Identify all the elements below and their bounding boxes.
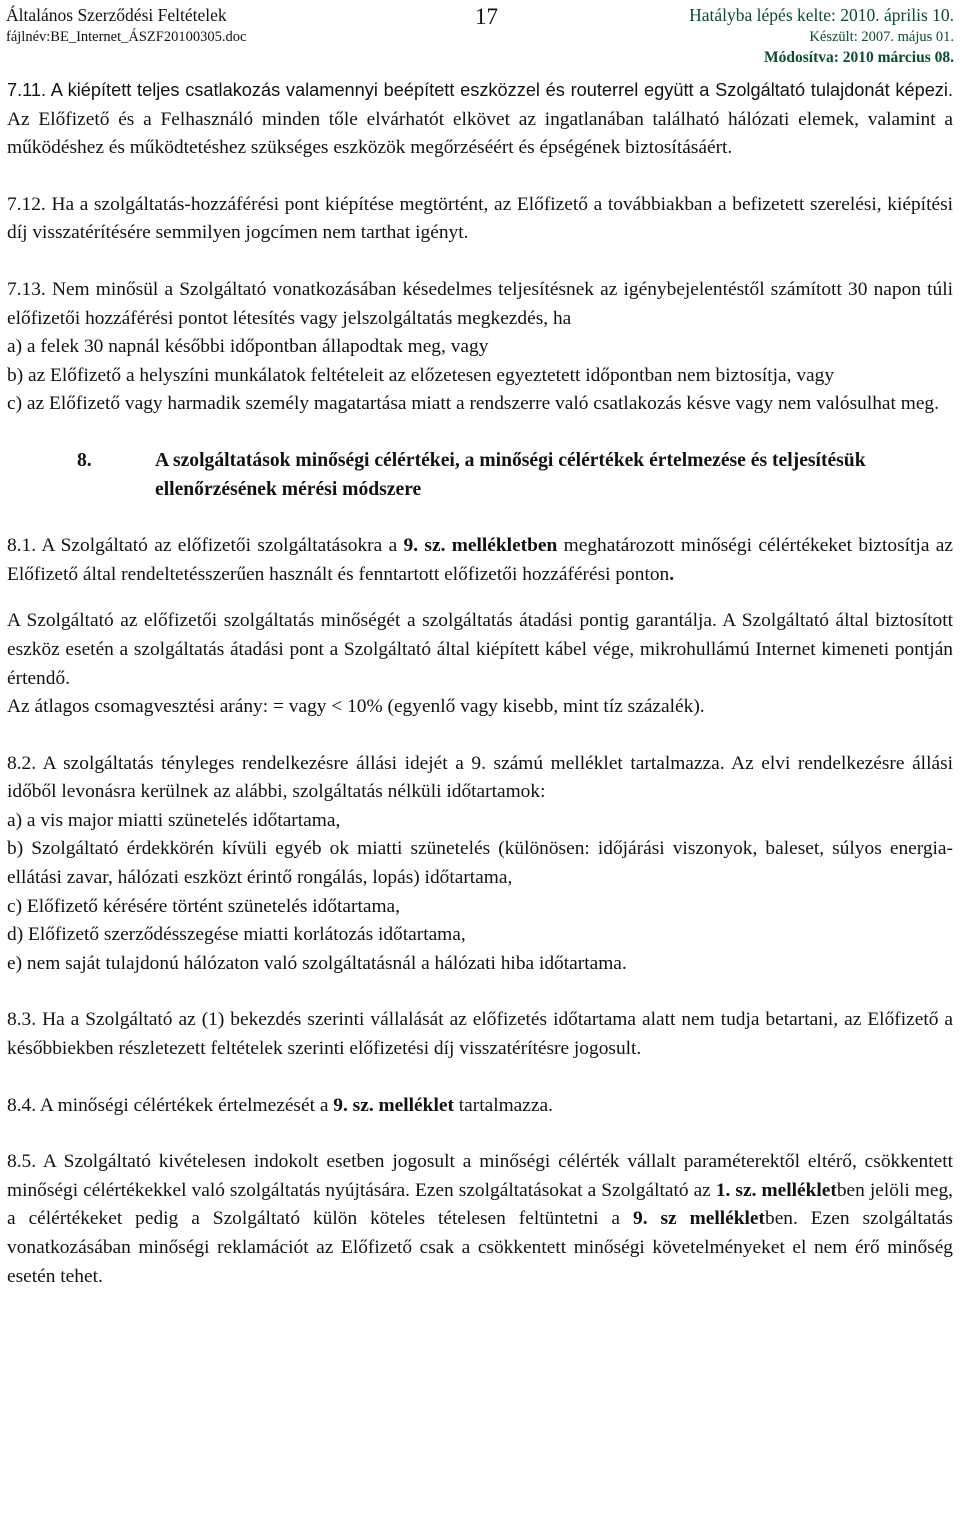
text-8-5-bold-2: 9. sz melléklet xyxy=(633,1208,765,1230)
page-header xyxy=(6,0,954,70)
list-item-7-13-b: b) az Előfizető a helyszíni munkálatok feltételeit az előzetesen egyeztetett időpontban nem biztosítja, vagy xyxy=(7,364,835,386)
list-item-8-2-a: a) a vis major miatti szünetelés időtartama, xyxy=(7,809,341,831)
text-8-4-a: 8.4. A minőségi célértékek értelmezését a xyxy=(7,1094,334,1116)
list-item-7-13-a: a) a felek 30 napnál későbbi időpontban állapodtak meg, vagy xyxy=(7,336,489,358)
file-name: fájlnév:BE_Internet_ÁSZF20100305.doc xyxy=(6,29,247,45)
list-item-8-2-e: e) nem saját tulajdonú hálózaton való szolgáltatásnál a hálózati hiba időtartama. xyxy=(7,952,627,974)
text-7-11-part1: 7.11. A kiépített teljes csatlakozás valamennyi beépített eszközzel és routerrel együtt a Szolgáltató tulajdonát képezi. xyxy=(7,80,953,100)
paragraph-8-2: 8.2. A szolgáltatás tényleges rendelkezésre állási idejét a 9. számú melléklet tartalmazza. Az elvi rendelkezésre állási időből levonásra kerülnek az alábbi, szolgáltatás nélküli időtartamok: xyxy=(7,752,953,803)
section-8-heading xyxy=(7,447,953,504)
paragraph-7-12: 7.12. Ha a szolgáltatás-hozzáférési pont kiépítése megtörtént, az Előfizető a továbbiakban a befizetett szerelési, kiépítési díj visszatérítésére semmilyen jogcímen nem tarthat igényt. xyxy=(7,193,953,244)
effective-date: Hatályba lépés kelte: 2010. április 10. xyxy=(689,5,954,25)
text-8-1-a: 8.1. A Szolgáltató az előfizetői szolgáltatásokra a xyxy=(7,535,404,557)
list-item-8-2-d: d) Előfizető szerződésszegése miatti korlátozás időtartama, xyxy=(7,924,466,946)
text-8-4-b: tartalmazza. xyxy=(453,1094,553,1116)
text-8-5-bold-1: 1. sz. melléklet xyxy=(715,1179,837,1201)
paragraph-8-5 xyxy=(7,1148,953,1291)
text-8-4-bold: 9. sz. melléklet xyxy=(333,1094,454,1116)
list-item-7-13-c: c) az Előfizető vagy harmadik személy magatartása miatt a rendszerre való csatlakozás késve vagy nem valósulhat meg. xyxy=(7,393,939,415)
section-8-title: A szolgáltatások minőségi célértékei, a minőségi célértékek értelmezése és teljesítésük ellenőrzésének mérési módszere xyxy=(155,449,866,500)
paragraph-7-13: 7.13. Nem minősül a Szolgáltató vonatkozásában késedelmes teljesítésnek az igénybejelentéstől számított 30 napon túli előfizetői hozzáférési pontot létesítés vagy jelszolgáltatás megkezdés, ha xyxy=(7,278,953,329)
paragraph-8-1-guarantee: A Szolgáltató az előfizetői szolgáltatás minőségét a szolgáltatás átadási pontig garantálja. A Szolgáltató által biztosított eszköz esetén a szolgáltatás átadási pont a Szolgáltató által kiépített kábel vége, mikrohullámú Internet kimeneti pontján értendő. xyxy=(7,610,953,689)
modified-date: Módosítva: 2010 március 08. xyxy=(763,49,954,66)
list-item-8-2-b: b) Szolgáltató érdekkörén kívüli egyéb ok miatti szünetelés (különösen: időjárási viszonyok, baleset, súlyos energia-ellátási zavar, hálózati eszközt érintő rongálás, lopás) időtartama, xyxy=(7,838,953,889)
document-title: Általános Szerződési Feltételek xyxy=(6,5,227,25)
paragraph-7-11 xyxy=(7,76,953,163)
list-item-8-2-c: c) Előfizető kérésére történt szünetelés időtartama, xyxy=(7,895,401,917)
created-date: Készült: 2007. május 01. xyxy=(809,29,954,45)
paragraph-8-3: 8.3. Ha a Szolgáltató az (1) bekezdés szerinti vállalását az előfizetés időtartama alatt nem tudja betartani, az Előfizető a későbbiekben részletezett feltételek szerinti előfizetési díj visszatérítésre jogosult. xyxy=(7,1009,953,1060)
text-8-1-period: . xyxy=(669,563,675,585)
text-8-5-a: 8.5. A Szolgáltató kivételesen indokolt esetben jogosult a minőségi célérték vállalt paraméterektől eltérő, csökkentett minőségi célértékekkel való szolgáltatás nyújtására. Ezen szolgáltatásokat a Szolgáltató az xyxy=(7,1151,953,1201)
page-number: 17 xyxy=(475,4,498,29)
paragraph-8-1 xyxy=(7,532,953,589)
section-8-number: 8. xyxy=(77,449,92,471)
document-body xyxy=(7,76,953,1291)
text-8-5-b: ben jelöli meg, a célértékeket pedig a Szolgáltató külön köteles tételesen feltüntetni a xyxy=(7,1179,953,1230)
paragraph-8-4 xyxy=(7,1092,953,1121)
text-7-11-part2: Az Előfizető és a Felhasználó minden tőle elvárhatót elkövet az ingatlanában található hálózati elemek, valamint a működéshez és működtetéshez szükséges eszközök megőrzéséért és épségének biztosításáért. xyxy=(7,108,953,159)
text-8-1-b: meghatározott minőségi célértékeket biztosítja az Előfizető által rendeltetésszerűen használt és fenntartott előfizetői hozzáférési ponton xyxy=(7,535,953,585)
paragraph-8-1-packet-loss: Az átlagos csomagvesztési arány: = vagy < 10% (egyenlő vagy kisebb, mint tíz százalék). xyxy=(7,696,705,718)
text-8-5-c: ben. Ezen szolgáltatás vonatkozásában minőségi reklamációt az Előfizető csak a csökkentett minőségi követelményeket el nem érő minőség esetén tehet. xyxy=(7,1208,953,1287)
text-8-1-bold: 9. sz. mellékletben xyxy=(403,535,558,557)
